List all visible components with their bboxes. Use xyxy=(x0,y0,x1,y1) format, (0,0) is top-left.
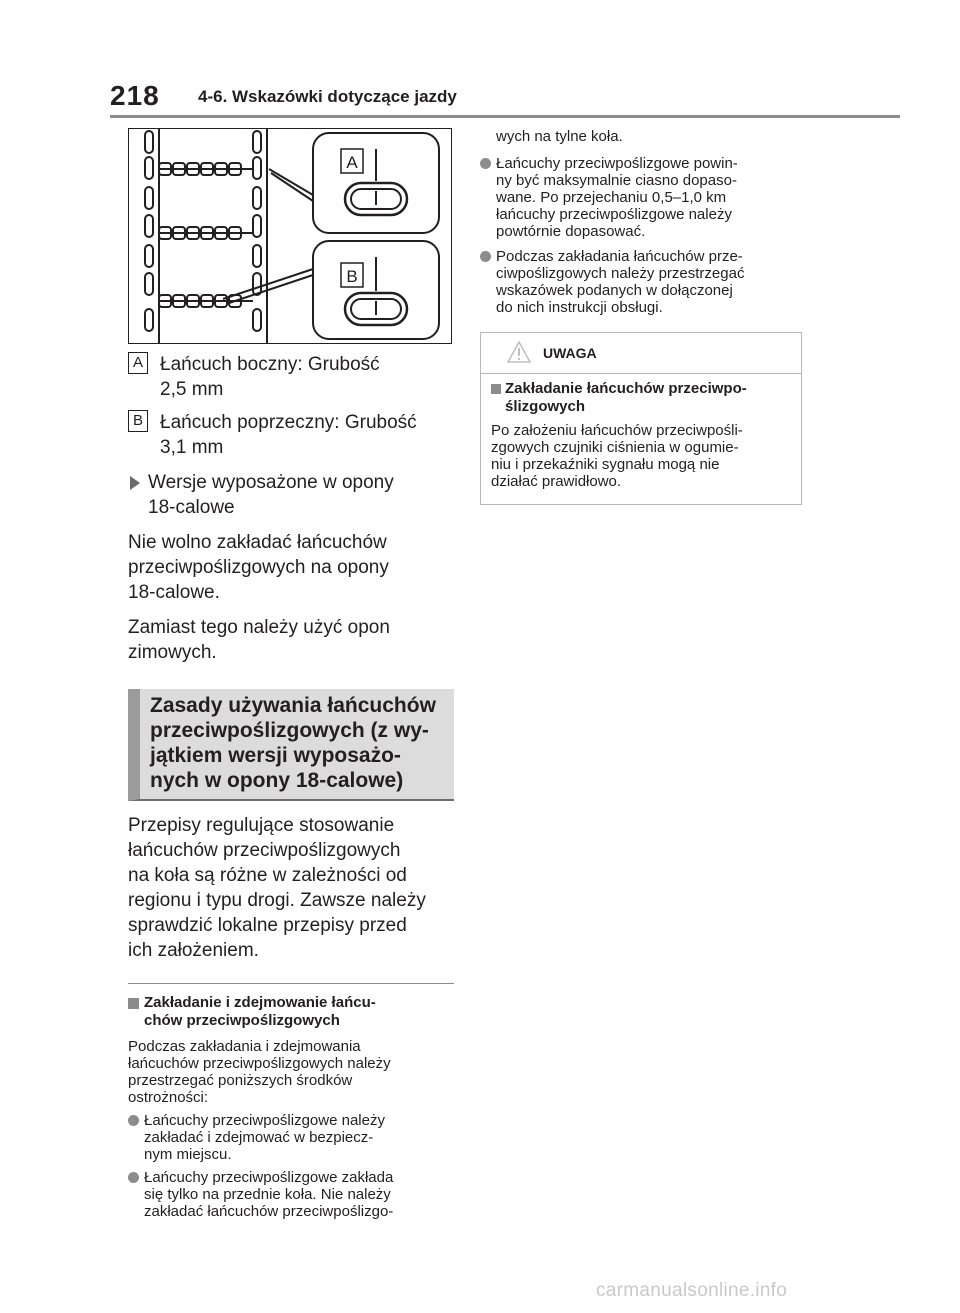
continuation-text: wych na tylne koła. xyxy=(496,128,623,145)
subsection-heading-line: Zakładanie i zdejmowanie łańcu- xyxy=(144,994,376,1011)
callout-b-label: B xyxy=(346,267,358,286)
rules-line: na koła są różne w zależności od xyxy=(128,865,407,886)
paragraph-winter-tires xyxy=(128,615,454,665)
circle-bullet-icon xyxy=(128,1172,139,1183)
intro-line: ostrożności: xyxy=(128,1089,209,1106)
rules-line: ich założeniem. xyxy=(128,940,259,961)
circle-bullet-icon xyxy=(128,1115,139,1126)
legend-a-line2: 2,5 mm xyxy=(160,379,224,400)
intro-line: przestrzegać poniższych środków xyxy=(128,1072,353,1089)
legend-b-line1: Łańcuch poprzeczny: Grubość xyxy=(160,412,417,433)
bullet-line: nym miejscu. xyxy=(144,1146,232,1163)
bullet-line: zakładać łańcuchów przeciwpoślizgo- xyxy=(144,1203,394,1220)
page-number: 218 xyxy=(110,80,160,111)
legend-a-line1: Łańcuch boczny: Grubość xyxy=(160,354,380,375)
warning-body xyxy=(481,374,801,504)
warning-text-line: zgowych czujniki ciśnienia w ogumie- xyxy=(491,439,739,456)
callout-a-label: A xyxy=(346,153,358,172)
section-heading-line: Zasady używania łańcuchów xyxy=(150,694,436,717)
warning-text-line: działać prawidłowo. xyxy=(491,473,622,490)
section-heading-line: nych w opony 18-calowe) xyxy=(150,769,404,792)
warning-label: UWAGA xyxy=(543,345,597,361)
legend-b-line2: 3,1 mm xyxy=(160,437,224,458)
right-column xyxy=(480,128,804,505)
square-bullet-icon xyxy=(128,998,139,1009)
subsection-heading-line: chów przeciwpoślizgowych xyxy=(144,1012,340,1029)
paragraph-no-chains xyxy=(128,530,454,605)
warning-subheading-line: Zakładanie łańcuchów przeciwpo- xyxy=(505,380,747,397)
section-heading-line: przeciwpoślizgowych (z wy- xyxy=(150,719,429,742)
bullet-line: Łańcuchy przeciwpoślizgowe powin- xyxy=(496,155,738,172)
bullet-line: wskazówek podanych w dołączonej xyxy=(496,282,733,299)
legend-item-a xyxy=(128,352,454,402)
bullet-item xyxy=(480,248,804,316)
watermark: carmanualsonline.info xyxy=(596,1280,788,1301)
header-rule xyxy=(110,115,900,118)
bullet-line: Łańcuchy przeciwpoślizgowe należy xyxy=(144,1112,385,1129)
page-header xyxy=(0,0,960,120)
bullet-item xyxy=(480,155,804,240)
bullet-line: ciwpoślizgowych należy przestrzegać xyxy=(496,265,745,282)
bullet-line: się tylko na przednie koła. Nie należy xyxy=(144,1186,391,1203)
left-column xyxy=(128,128,454,1220)
cross-chain-top xyxy=(159,163,253,175)
bullet-line: Podczas zakładania łańcuchów prze- xyxy=(496,248,743,265)
warning-text xyxy=(491,422,791,490)
bullet-line: zakładać i zdejmować w bezpiecz- xyxy=(144,1129,374,1146)
warning-header xyxy=(481,333,801,374)
p2-line: Zamiast tego należy użyć opon xyxy=(128,617,390,638)
intro-line: Podczas zakładania i zdejmowania xyxy=(128,1038,361,1055)
paragraph-regulations xyxy=(128,813,454,963)
section-heading-box xyxy=(128,689,454,801)
square-bullet-icon xyxy=(491,384,501,394)
warning-subheading-line: ślizgowych xyxy=(505,398,586,415)
rules-line: Przepisy regulujące stosowanie xyxy=(128,815,395,836)
bullet-line: ny być maksymalnie ciasno dopaso- xyxy=(496,172,737,189)
side-chain-left xyxy=(145,129,159,343)
bullet-item xyxy=(128,1169,454,1220)
bullet-item xyxy=(128,1112,454,1163)
circle-bullet-icon xyxy=(480,158,491,169)
p1-line: przeciwpoślizgowych na opony xyxy=(128,557,389,578)
cross-chain-bottom xyxy=(159,295,253,307)
legend-item-b xyxy=(128,410,454,460)
rules-line: sprawdzić lokalne przepisy przed xyxy=(128,915,407,936)
bullet-line: łańcuchy przeciwpoślizgowe należy xyxy=(496,206,732,223)
warning-text-line: niu i przekaźniki sygnału mogą nie xyxy=(491,456,720,473)
side-chain-right xyxy=(253,129,267,343)
warning-subheading xyxy=(491,380,791,416)
triangle-bullet-icon xyxy=(130,476,140,490)
warning-triangle-icon xyxy=(507,341,531,363)
intro-line: łańcuchów przeciwpoślizgowych należy xyxy=(128,1055,391,1072)
section-heading-line: jątkiem wersji wyposażo- xyxy=(150,744,401,767)
variant-item xyxy=(128,470,454,520)
subsection-heading xyxy=(128,994,454,1030)
bullet-line: do nich instrukcji obsługi. xyxy=(496,299,663,316)
section-title: 4-6. Wskazówki dotyczące jazdy xyxy=(198,87,457,106)
variant-line1: Wersje wyposażone w opony xyxy=(148,472,394,493)
legend-marker-a: A xyxy=(128,352,148,374)
bullet-line: Łańcuchy przeciwpoślizgowe zakłada xyxy=(144,1169,394,1186)
p1-line: 18-calowe. xyxy=(128,582,220,603)
chain-illustration xyxy=(129,129,451,343)
p2-line: zimowych. xyxy=(128,642,217,663)
warning-text-line: Po założeniu łańcuchów przeciwpośli- xyxy=(491,422,743,439)
chain-figure xyxy=(128,128,452,344)
p1-line: Nie wolno zakładać łańcuchów xyxy=(128,532,387,553)
rules-line: łańcuchów przeciwpoślizgowych xyxy=(128,840,401,861)
rules-line: regionu i typu drogi. Zawsze należy xyxy=(128,890,426,911)
subsection-intro xyxy=(128,1038,454,1106)
variant-line2: 18-calowe xyxy=(148,497,235,518)
subsection-rule xyxy=(128,983,454,984)
legend-marker-b: B xyxy=(128,410,148,432)
bullet-line: wane. Po przejechaniu 0,5–1,0 km xyxy=(496,189,727,206)
circle-bullet-icon xyxy=(480,251,491,262)
bullet-line: powtórnie dopasować. xyxy=(496,223,646,240)
warning-box xyxy=(480,332,802,505)
cross-chain-middle xyxy=(159,227,253,239)
